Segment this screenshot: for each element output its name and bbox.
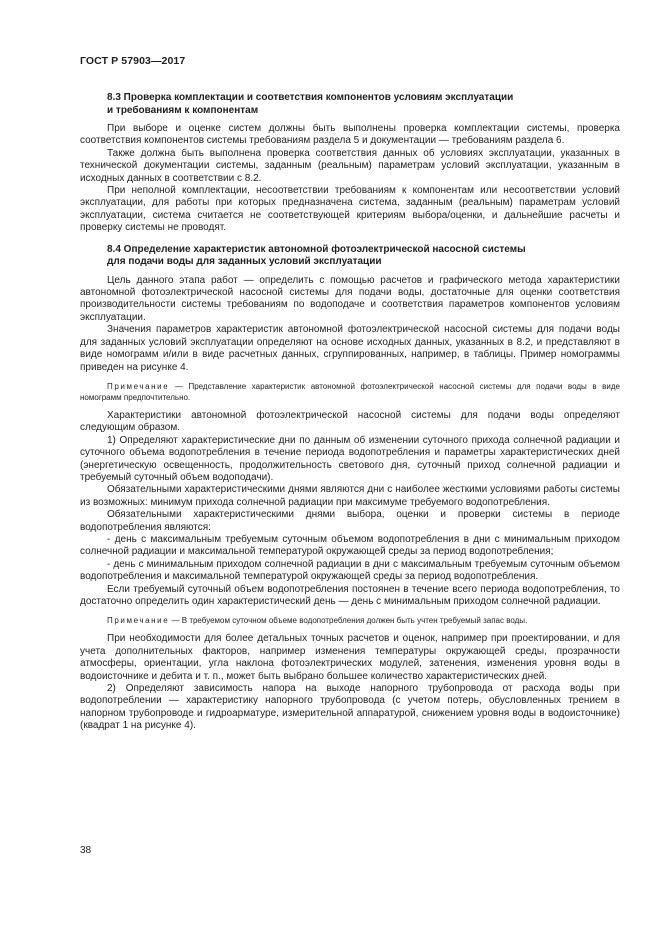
list-item: - день с минимальным приходом солнечной радиации в дни с максимальным требуемым суточным объемом водопотребления и максимальной температурой окружающей среды за период водопотребления. [80,558,620,583]
page-number: 38 [80,845,92,856]
section-8-3-title-line2: и требованиям к компонентам [107,104,259,116]
paragraph: Также должна быть выполнена проверка соответствия данных об условиях эксплуатации, указанных в технической документации системы, заданным (реальным) параметрам условий эксплуатации, указанным в исходных данных в соответствии с 8.2. [80,147,620,184]
section-8-4-title-line1: 8.4 Определение характеристик автономной фотоэлектрической насосной системы [107,243,526,255]
note-label: Примечание [107,616,170,626]
paragraph: При необходимости для более детальных точных расчетов и оценок, например при проектировании, и для учета дополнительных факторов, например изменения температуры окружающей среды, прозрачности атмосферы, ориентации, угла наклона фотоэлектрических модулей, затенения, изменения уровня воды в водоисточнике и дебита и т. п., может быть выбрано большее количество характеристических дней. [80,633,620,682]
section-8-4-title-line2: для подачи воды для заданных условий эксплуатации [107,256,382,268]
paragraph: При неполной комплектации, несоответствии требованиям к компонентам или несоответствии условий эксплуатации, для работы при которых предназначена система, заданным (реальным) параметрам условий эксплуатации, система считается не соответствующей критериям выбора/оценки, и дальнейшие расчеты и проверку системы не проводят. [80,185,620,234]
list-item: - день с максимальным требуемым суточным объемом водопотребления в дни с минимальным приходом солнечной радиации и максимальной температурой окружающей среды за период водопотребления; [80,533,620,558]
paragraph: 1) Определяют характеристические дни по данным об изменении суточного прихода солнечной радиации и суточного объема водопотребления в течение периода водопотребления и параметры характеристических дней (энергетическую освещенность, продолжительность светового дня, суточный приход солнечной радиации и требуемый суточный объем водоподачи). [80,434,620,483]
page-body [80,92,620,733]
paragraph: Обязательными характеристическими днями являются дни с наиболее жесткими условиями работы системы из возможных: минимум прихода солнечной радиации при максимуме требуемого водопотребления. [80,484,620,508]
paragraph: Обязательными характеристическими днями выбора, оценки и проверки системы в периоде водопотребления являются: [80,509,620,533]
note-text: — В требуемом суточном объеме водопотребления должен быть учтен требуемый запас воды. [169,616,528,626]
document-header: ГОСТ Р 57903—2017 [80,55,186,67]
paragraph: Характеристики автономной фотоэлектрической насосной системы для подачи воды определяют следующим образом. [80,409,620,434]
note-1 [80,381,620,403]
paragraph: Если требуемый суточный объем водопотребления постоянен в течение всего периода водопотребления, то достаточно определить один характеристический день — день с минимальным приходом солнечной радиации. [80,583,620,607]
note-text: — Представление характеристик автономной фотоэлектрической насосной системы для подачи воды в виде номограмм предпочтительно. [80,381,620,402]
note-2 [80,615,620,626]
paragraph: При выборе и оценке систем должны быть выполнены проверка комплектации системы, проверка соответствия компонентов системы требованиям раздела 5 и документации — требованиям раздела 6. [80,123,620,147]
paragraph: Цель данного этапа работ — определить с помощью расчетов и графического метода характеристики автономной фотоэлектрической насосной системы для подачи воды, достаточные для оценки соответствия производительности системы требованиям по водоподаче и соответствия параметров компонентов условиям эксплуатации. [80,274,620,323]
paragraph: Значения параметров характеристик автономной фотоэлектрической насосной системы для подачи воды для заданных условий эксплуатации определяют на основе исходных данных, указанных в 8.2, и представляют в виде номограмм и/или в виде расчетных данных, сгруппированных, например, в таблицы. Пример номограммы приведен на рисунке 4. [80,324,620,373]
section-8-3-title-line1: 8.3 Проверка комплектации и соответствия компонентов условиям эксплуатации [107,92,514,103]
paragraph: 2) Определяют зависимость напора на выходе напорного трубопровода от расхода воды при водопотреблении — характеристику напорного трубопровода (с учетом потерь, обусловленных трением в напорном трубопроводе и гидроарматуре, измерительной аппаратурой, снижением уровня воды в водоисточнике) (квадрат 1 на рисунке 4). [80,683,620,732]
note-label: Примечание [107,381,170,391]
